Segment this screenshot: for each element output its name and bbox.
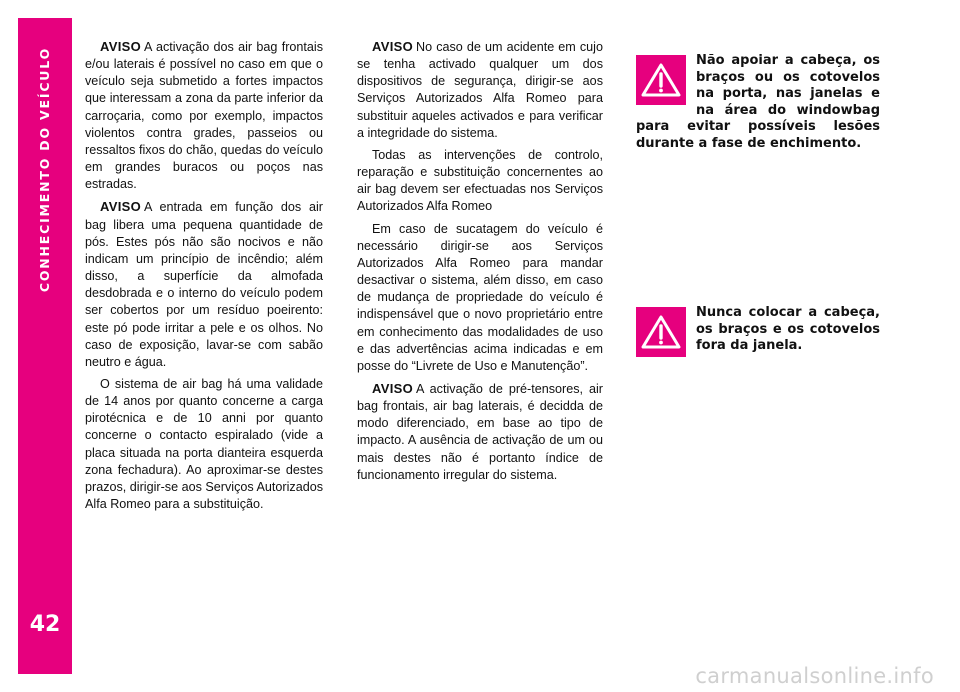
warning-text: Nunca colocar a cabeça, os braços e os cotovelos fora da janela. xyxy=(696,305,880,354)
warning-keyword: AVISO xyxy=(100,199,141,215)
paragraph-text: A entrada em função dos air bag libera uma pequena quantidade de pós. Estes pós não são nocivos e não indicam um princípio de incêndio; além disso, a superfície da almofada desdobrada e o interno do veículo podem ser cobertos por um resíduo poeirento: este pó pode irritar a pele e os olhos. No caso de exposição, lavar-se com sabão neutro e água. xyxy=(85,200,323,369)
warning-text: Não apoiar a cabeça, os braços ou os cotovelos na porta, nas janelas e na área do windowbag para evitar possíveis lesões durante a fase de enchimento. xyxy=(636,53,880,151)
warning-keyword: AVISO xyxy=(372,39,413,54)
paragraph-text: Todas as intervenções de controlo, reparação e substituição concernentes ao air bag devem ser efectuadas nos Serviços Autorizados Alfa Romeo xyxy=(357,147,603,214)
warning-keyword: AVISO xyxy=(372,380,413,396)
paragraph xyxy=(85,376,323,513)
paragraph-text: Em caso de sucatagem do veículo é necessário dirigir-se aos Serviços Autorizados Alfa Romeo para mandar desactivar o sistema, além disso, em caso de mudança de propriedade do veículo é indispensável que o novo proprietário entre em conhecimento das modalidades de uso e das advertências acima indicadas e em posse do “Livrete de Uso e Manutenção”. xyxy=(357,221,603,373)
paragraph xyxy=(357,38,603,142)
section-title-text: CONHECIMENTO DO VEÍCULO xyxy=(36,47,52,293)
warning-triangle-icon xyxy=(636,307,686,357)
paragraph-text: A activação de pré-tensores, air bag frontais, air bag laterais, é decidda de modo diferenciado, em base ao tipo de impacto. A ausência de activação de um ou mais destes não é portanto índice de funcionamento irregular do sistema. xyxy=(357,381,603,482)
paragraph-text: O sistema de air bag há uma validade de 14 anos por quanto concerne a carga pirotécnica e de 10 anni por quanto concerne o contacto espiralado (vide a placa situada na porta dianteira esquerda zona fechadura). Ao aproximar-se destes prazos, dirigir-se aos Serviços Autorizados Alfa Romeo para a substituição. xyxy=(85,376,323,512)
warning-keyword: AVISO xyxy=(100,39,141,54)
paragraph xyxy=(85,198,323,371)
warning-box-1 xyxy=(636,53,880,153)
text-column-2 xyxy=(357,38,603,489)
warning-box-2 xyxy=(636,305,880,359)
warning-triangle-icon xyxy=(636,55,686,105)
paragraph xyxy=(357,147,603,216)
paragraph xyxy=(85,38,323,193)
paragraph-text: A activação dos air bag frontais e/ou laterais é possível no caso em que o veículo seja submetido a fortes impactos que interessam a zona da parte inferior da carroçaria, como por exemplo, impactos violentos contra grades, passeios ou ressaltos fixos do chão, quedas do veículo em grandes buracos ou poços nas estradas. xyxy=(85,40,323,192)
page-number: 42 xyxy=(29,612,61,637)
watermark-url: carmanualsonline.info xyxy=(695,664,934,688)
paragraph xyxy=(357,380,603,484)
section-title xyxy=(26,42,62,298)
text-column-1 xyxy=(85,38,323,518)
paragraph xyxy=(357,221,603,375)
paragraph-text: No caso de um acidente em cujo se tenha activado qualquer um dos dispositivos de segurança, dirigir-se aos Serviços Autorizados Alfa Romeo para substituir aqueles activados e para verificar a integridade do sistema. xyxy=(357,40,603,140)
